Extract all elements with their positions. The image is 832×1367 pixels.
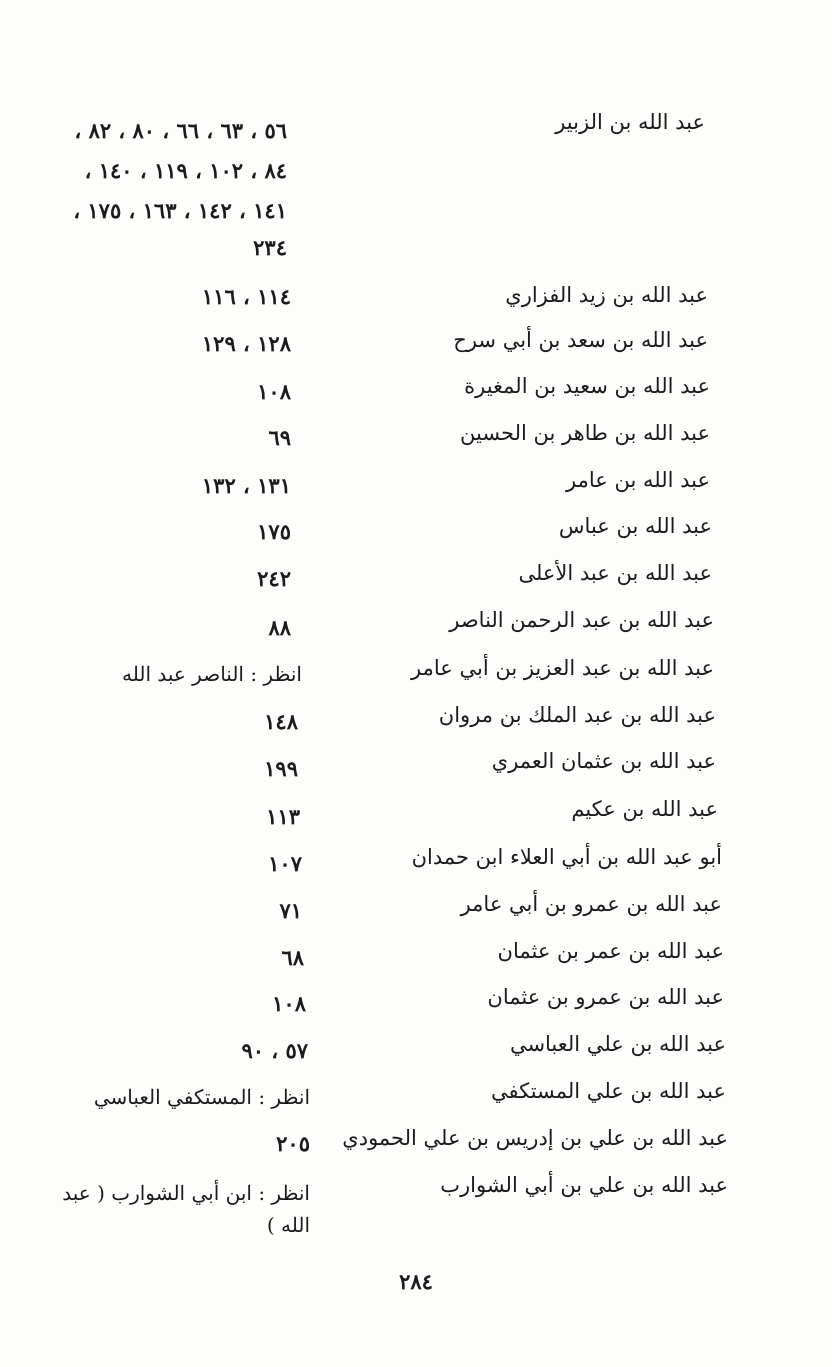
index-entry-name: عبد الله بن عبد الأعلى (518, 561, 712, 585)
index-entry-pages: ٨٨ (268, 615, 291, 640)
index-entry-name: عبد الله بن عمرو بن عثمان (487, 985, 724, 1009)
index-entry-name: عبد الله بن علي العباسي (509, 1032, 726, 1056)
index-entry-pages: ١٠٧ (268, 851, 302, 876)
index-entry-name: عبد الله بن عكيم (571, 797, 718, 821)
index-entry-pages: ١١٣ (266, 804, 300, 829)
page-number: ٢٨٤ (399, 1269, 433, 1294)
index-entry-name: عبد الله بن علي المستكفي (490, 1079, 726, 1103)
index-entry-pages: ٧١ (279, 898, 302, 923)
index-entry-name: عبد الله بن عبد الرحمن الناصر (449, 608, 714, 632)
index-entry-name: عبد الله بن علي بن أبي الشوارب (440, 1173, 728, 1197)
index-entry-name: عبد الله بن عباس (558, 514, 712, 538)
index-entry-pages: ١٤٨ (264, 709, 298, 734)
index-entry-pages: ٢٠٥ (276, 1131, 310, 1156)
index-entry-pages: ١٠٨ (257, 379, 291, 404)
index-entry-pages: ٦٨ (281, 945, 304, 970)
index-entry-name: عبد الله بن سعيد بن المغيرة (464, 374, 710, 398)
index-entry-pages: ٥٦ ، ٦٣ ، ٦٦ ، ٨٠ ، ٨٢ ، (74, 118, 287, 143)
index-entry-see-reference: انظر : ابن أبي الشوارب ( عبد (62, 1181, 310, 1205)
index-entry-see-reference: انظر : المستكفي العباسي (93, 1085, 310, 1109)
index-entry-name: عبد الله بن عبد الملك بن مروان (438, 703, 716, 727)
index-entry-name: عبد الله بن سعد بن أبي سرح (453, 328, 708, 352)
index-entry-name: عبد الله بن الزبير (555, 110, 705, 134)
index-entry-pages: ١٢٨ ، ١٢٩ (201, 331, 291, 356)
index-entry-pages: ٨٤ ، ١٠٢ ، ١١٩ ، ١٤٠ ، (84, 158, 287, 183)
index-entry-pages: ٦٩ (268, 425, 291, 450)
index-entry-pages: ٥٧ ، ٩٠ (241, 1038, 308, 1063)
index-entry-pages: ١٠٨ (272, 991, 306, 1016)
index-entry-name: عبد الله بن علي بن إدريس بن علي الحمودي (342, 1126, 728, 1150)
index-entry-see-reference: الله ) (266, 1213, 310, 1237)
index-entry-name: عبد الله بن عبد العزيز بن أبي عامر (411, 656, 714, 680)
index-entry-pages: ٢٣٤ (253, 235, 287, 260)
index-entry-pages: ١٣١ ، ١٣٢ (201, 473, 291, 498)
index-entry-name: عبد الله بن عمرو بن أبي عامر (460, 892, 722, 916)
index-entry-pages: ١٤١ ، ١٤٢ ، ١٦٣ ، ١٧٥ ، (73, 198, 287, 223)
index-entry-pages: ٢٤٢ (257, 566, 291, 591)
index-entry-pages: ١١٤ ، ١١٦ (201, 284, 291, 309)
index-entry-name: عبد الله بن عمر بن عثمان (497, 939, 724, 963)
index-entry-name: عبد الله بن زيد الفزاري (505, 283, 708, 307)
index-entry-name: أبو عبد الله بن أبي العلاء ابن حمدان (411, 845, 722, 869)
index-entry-pages: ١٩٩ (264, 756, 298, 781)
index-entry-see-reference: انظر : الناصر عبد الله (122, 662, 302, 686)
index-entry-name: عبد الله بن عثمان العمري (491, 749, 716, 773)
index-entry-pages: ١٧٥ (257, 519, 291, 544)
index-entry-name: عبد الله بن عامر (566, 468, 710, 492)
index-entry-name: عبد الله بن طاهر بن الحسين (460, 421, 710, 445)
